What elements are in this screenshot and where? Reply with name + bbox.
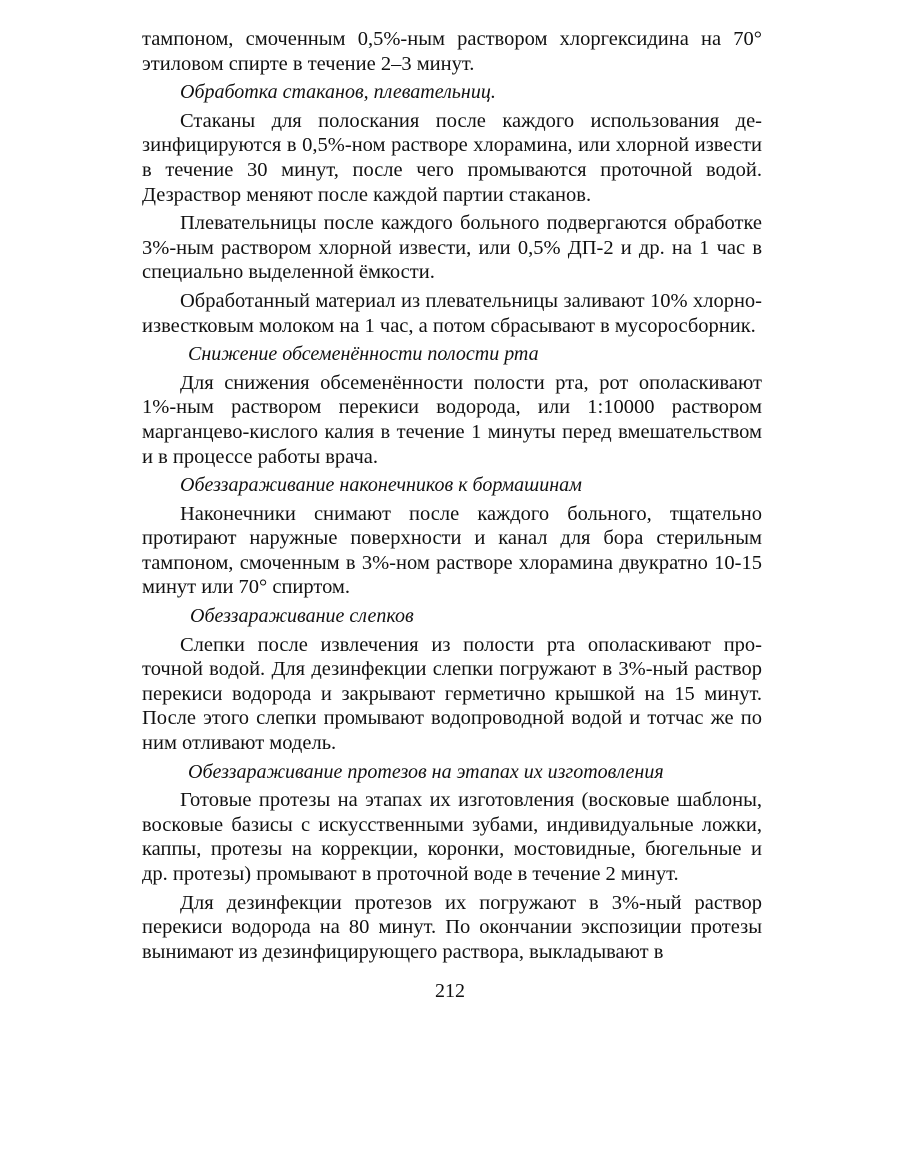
section-heading-glasses: Обработка стаканов, плевательниц. [180, 81, 496, 104]
section-heading-handpieces: Обеззараживание наконечников к бормашинам [180, 474, 582, 497]
paragraph-spittoons: Плевательницы после каждого больного подвергаются обработке 3%-ным раствором хлорной извести, или 0,5% ДП-2 и др. на 1 час в специально выделенной ёмкости. [142, 212, 762, 284]
body-text [142, 27, 762, 968]
section-heading-prostheses: Обеззараживание протезов на этапах их изготовления [188, 760, 664, 783]
paragraph-handpieces: Наконечники снимают после каждого больного, тщательно протирают наружные поверхности и канал для бора стерильным тампоном, смоченным в 3%-ном растворе хлорамина двукратно 10-15 минут или 70° спиртом. [142, 502, 762, 599]
paragraph-glasses: Стаканы для полоскания после каждого использования дезинфицируются в 0,5%-ном растворе хлорамина, или хлорной извести в течение 30 минут, после чего промываются проточной водой. Дезраствор меняют после каждой партии стаканов. [142, 109, 762, 206]
paragraph-continuation: тампоном, смоченным 0,5%-ным раствором хлоргексидина на 70° этиловом спирте в течение 2–3 минут. [142, 28, 762, 75]
paragraph-spittoon-material: Обработанный материал из плевательницы заливают 10% хлорно-известковым молоком на 1 час, а потом сбрасывают в мусоросборник. [142, 289, 762, 337]
paragraph-prostheses-rinse: Готовые протезы на этапах их изготовления (восковые шаблоны, восковые базисы с искусственными зубами, индивидуальные ложки, каппы, протезы на коррекции, коронки, мостовидные, бюгельные и др. протезы) промывают в проточной воде в течение 2 минут. [142, 789, 762, 885]
paragraph-prostheses-disinfection: Для дезинфекции протезов их погружают в 3%-ный раствор перекиси водорода на 80 минут. По окончании экспозиции протезы вынимают из дезинфицирующего раствора, выкладывают в [142, 891, 762, 963]
page-number: 212 [435, 980, 465, 1002]
paragraph-impressions: Слепки после извлечения из полости рта ополаскивают проточной водой. Для дезинфекции слепки погружают в 3%-ный раствор перекиси водорода и закрывают герметично крышкой на 15 минут. После этого слепки промывают водопроводной водой и тотчас же по ним отливают модель. [142, 633, 762, 755]
section-heading-impressions: Обеззараживание слепков [190, 605, 414, 628]
paragraph-oral-cavity: Для снижения обсеменённости полости рта, рот ополаскивают 1%-ным раствором перекиси водорода, или 1:10000 раствором марганцево-кислого калия в течение 1 минуты перед вмешательством и в процессе работы врача. [142, 371, 762, 468]
section-heading-oral-cavity: Снижение обсеменённости полости рта [188, 343, 539, 366]
